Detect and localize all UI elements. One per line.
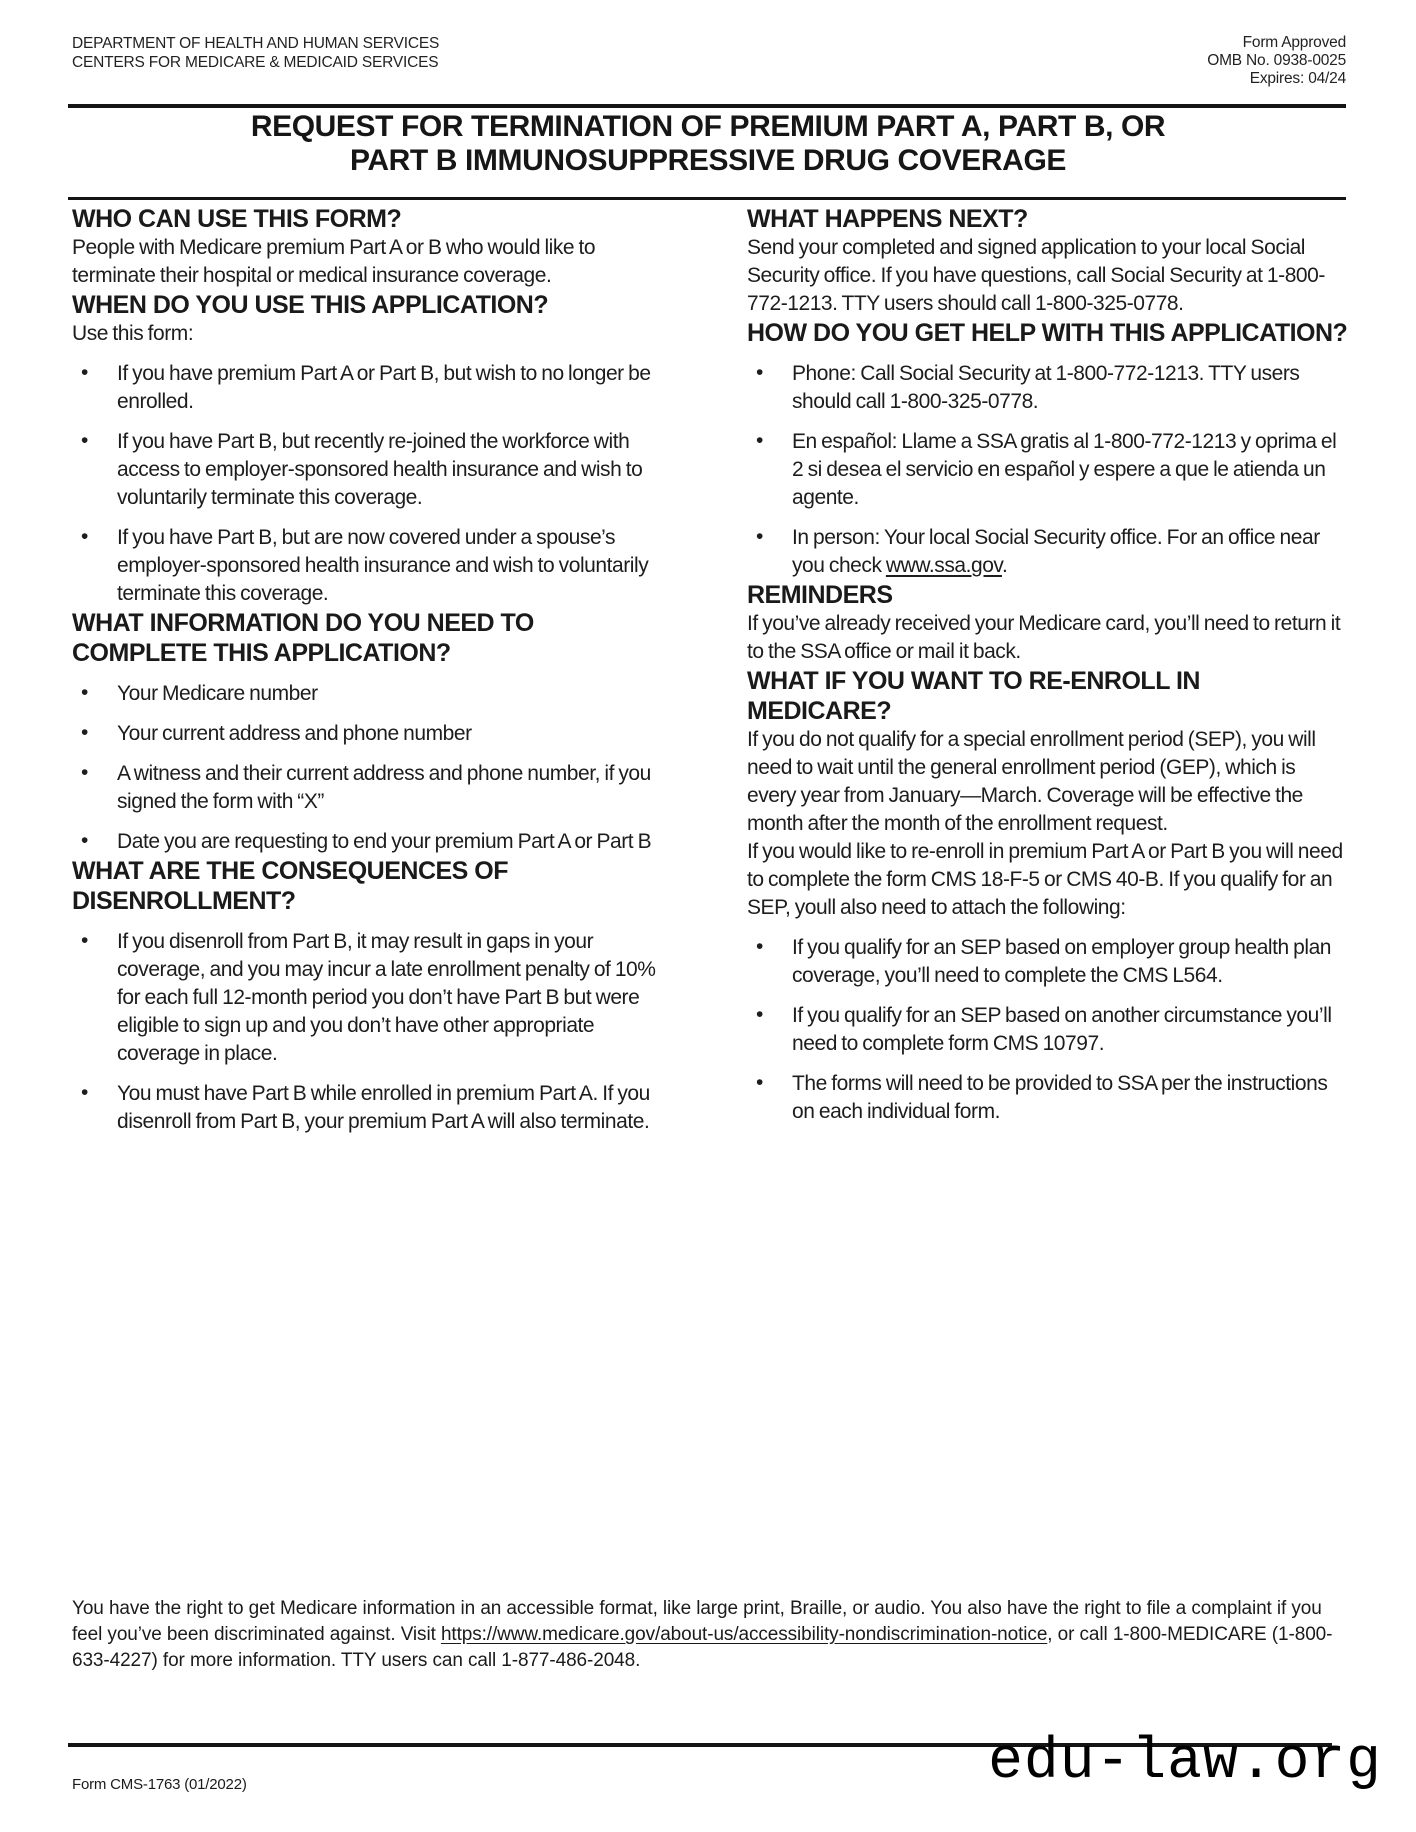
list-item <box>747 524 1348 580</box>
accessibility-text: You have the right to get Medicare information in an accessible format, like large print, Braille, or audio. You also have the right to file a complaint if you feel you’ve been discriminated against. Visit <box>72 1598 1322 1645</box>
list-item-text <box>792 526 1320 577</box>
in-person-text-end: . <box>1001 554 1008 577</box>
paragraph-who-can-use: People with Medicare premium Part A or B who would like to terminate their hospital or medical insurance coverage. <box>72 236 596 287</box>
heading-get-help: HOW DO YOU GET HELP WITH THIS APPLICATION? <box>747 319 1348 347</box>
list-item-text: Your Medicare number <box>117 682 318 705</box>
bullet-icon: • <box>756 935 763 958</box>
paragraph-use-this-form: Use this form: <box>72 322 194 345</box>
accessibility-text-end: , or call 1-800-MEDICARE (1-800-633-4227) for more information. TTY users can call 1-877-486-2048. <box>72 1624 1333 1671</box>
approval-line-1: Form Approved <box>1242 34 1346 51</box>
heading-reminders: REMINDERS <box>747 581 893 609</box>
list-item-text: Your current address and phone number <box>117 722 472 745</box>
re-enroll-bullet-list <box>747 934 1348 1126</box>
list-item <box>747 428 1348 512</box>
list-item <box>72 524 673 608</box>
consequences-bullet-list <box>72 928 673 1136</box>
list-item <box>747 1002 1348 1058</box>
watermark-text: edu-law.org <box>988 1730 1382 1795</box>
header-divider <box>68 104 1346 108</box>
list-item-text: The forms will need to be provided to SSA per the instructions on each individual form. <box>792 1072 1328 1123</box>
list-item-text: If you have Part B, but are now covered under a spouse’s employer-sponsored health insurance and wish to voluntarily terminate this coverage. <box>117 526 649 605</box>
heading-what-information: WHAT INFORMATION DO YOU NEED TO COMPLETE THIS APPLICATION? <box>72 609 534 667</box>
bullet-icon: • <box>81 929 88 952</box>
bullet-icon: • <box>81 429 88 452</box>
paragraph-reminders: If you’ve already received your Medicare card, you’ll need to return it to the SSA office or mail it back. <box>747 612 1341 663</box>
form-header <box>72 34 1346 88</box>
form-title-line-1: REQUEST FOR TERMINATION OF PREMIUM PART A, PART B, OR <box>250 110 1166 143</box>
list-item-text: If you have premium Part A or Part B, but wish to no longer be enrolled. <box>117 362 651 413</box>
list-item-text: A witness and their current address and phone number, if you signed the form with “X” <box>117 762 651 813</box>
bullet-icon: • <box>756 1003 763 1026</box>
form-title-line-2: PART B IMMUNOSUPPRESSIVE DRUG COVERAGE <box>350 144 1066 177</box>
list-item-text: Date you are requesting to end your premium Part A or Part B <box>117 830 652 853</box>
bullet-icon: • <box>81 1081 88 1104</box>
list-item <box>72 720 673 748</box>
list-item <box>72 828 673 856</box>
list-item <box>747 1070 1348 1126</box>
bullet-icon: • <box>756 429 763 452</box>
list-item-text: If you qualify for an SEP based on employer group health plan coverage, you’ll need to complete the CMS L564. <box>792 936 1332 987</box>
list-item <box>72 428 673 512</box>
list-item-text: If you disenroll from Part B, it may result in gaps in your coverage, and you may incur a late enrollment penalty of 10% for each full 12-month period you don’t have Part B but were eligible to sign up and you don’t have other appropriate coverage in place. <box>117 930 656 1065</box>
bullet-icon: • <box>81 829 88 852</box>
bullet-icon: • <box>756 1071 763 1094</box>
bullet-icon: • <box>81 681 88 704</box>
heading-what-happens-next: WHAT HAPPENS NEXT? <box>747 205 1028 233</box>
title-divider <box>68 197 1346 200</box>
list-item-text: If you qualify for an SEP based on another circumstance you’ll need to complete form CMS 10797. <box>792 1004 1332 1055</box>
list-item-text: You must have Part B while enrolled in premium Part A. If you disenroll from Part B, your premium Part A will also terminate. <box>117 1082 650 1133</box>
left-column <box>72 204 673 1136</box>
bullet-icon: • <box>81 361 88 384</box>
bullet-icon: • <box>756 525 763 548</box>
ssa-gov-link[interactable]: www.ssa.gov <box>885 554 1002 577</box>
form-number: Form CMS-1763 (01/2022) <box>72 1776 247 1793</box>
bullet-icon: • <box>81 761 88 784</box>
list-item <box>72 760 673 816</box>
list-item <box>72 928 673 1068</box>
approval-line-2: OMB No. 0938-0025 <box>1207 52 1346 69</box>
heading-who-can-use: WHO CAN USE THIS FORM? <box>72 205 402 233</box>
in-person-text: In person: Your local Social Security office. For an office near you check <box>792 526 1320 577</box>
approval-block <box>1207 34 1346 88</box>
agency-block <box>72 34 439 88</box>
right-column <box>747 204 1348 1136</box>
list-item <box>72 680 673 708</box>
list-item-text: Phone: Call Social Security at 1-800-772-1213. TTY users should call 1-800-325-0778. <box>792 362 1300 413</box>
bullet-icon: • <box>81 525 88 548</box>
paragraph-re-enroll-2: If you would like to re-enroll in premium Part A or Part B you will need to complete the form CMS 18-F-5 or CMS 40-B. If you qualify for an SEP, youll also need to attach the following: <box>747 840 1343 919</box>
information-bullet-list <box>72 680 673 856</box>
heading-re-enroll: WHAT IF YOU WANT TO RE-ENROLL IN MEDICARE? <box>747 667 1200 725</box>
get-help-bullet-list <box>747 360 1348 580</box>
accessibility-notice <box>72 1596 1346 1674</box>
agency-line-2: CENTERS FOR MEDICARE & MEDICAID SERVICES <box>72 54 439 71</box>
when-use-bullet-list <box>72 360 673 608</box>
list-item <box>747 360 1348 416</box>
approval-line-3: Expires: 04/24 <box>1249 70 1346 87</box>
agency-line-1: DEPARTMENT OF HEALTH AND HUMAN SERVICES <box>72 35 440 52</box>
paragraph-what-happens-next: Send your completed and signed application to your local Social Security office. If you have questions, call Social Security at 1-800-772-1213. TTY users should call 1-800-325-0778. <box>747 236 1325 315</box>
list-item <box>72 1080 673 1136</box>
two-column-body <box>72 204 1348 1136</box>
list-item <box>72 360 673 416</box>
bullet-icon: • <box>81 721 88 744</box>
list-item-text: If you have Part B, but recently re-joined the workforce with access to employer-sponsored health insurance and wish to voluntarily terminate this coverage. <box>117 430 643 509</box>
heading-when-use-application: WHEN DO YOU USE THIS APPLICATION? <box>72 291 549 319</box>
paragraph-re-enroll-1: If you do not qualify for a special enrollment period (SEP), you will need to wait until the general enrollment period (GEP), which is every year from January—March. Coverage will be effective the month after the month of the enrollment request. <box>747 728 1316 835</box>
list-item <box>747 934 1348 990</box>
bullet-icon: • <box>756 361 763 384</box>
list-item-text: En español: Llame a SSA gratis al 1-800-772-1213 y oprima el 2 si desea el servicio en español y espere a que le atienda un agente. <box>792 430 1337 509</box>
form-title <box>0 110 1416 178</box>
medicare-accessibility-link[interactable]: https://www.medicare.gov/about-us/accessibility-nondiscrimination-notice <box>440 1624 1048 1645</box>
heading-consequences: WHAT ARE THE CONSEQUENCES OF DISENROLLMENT? <box>72 857 509 915</box>
